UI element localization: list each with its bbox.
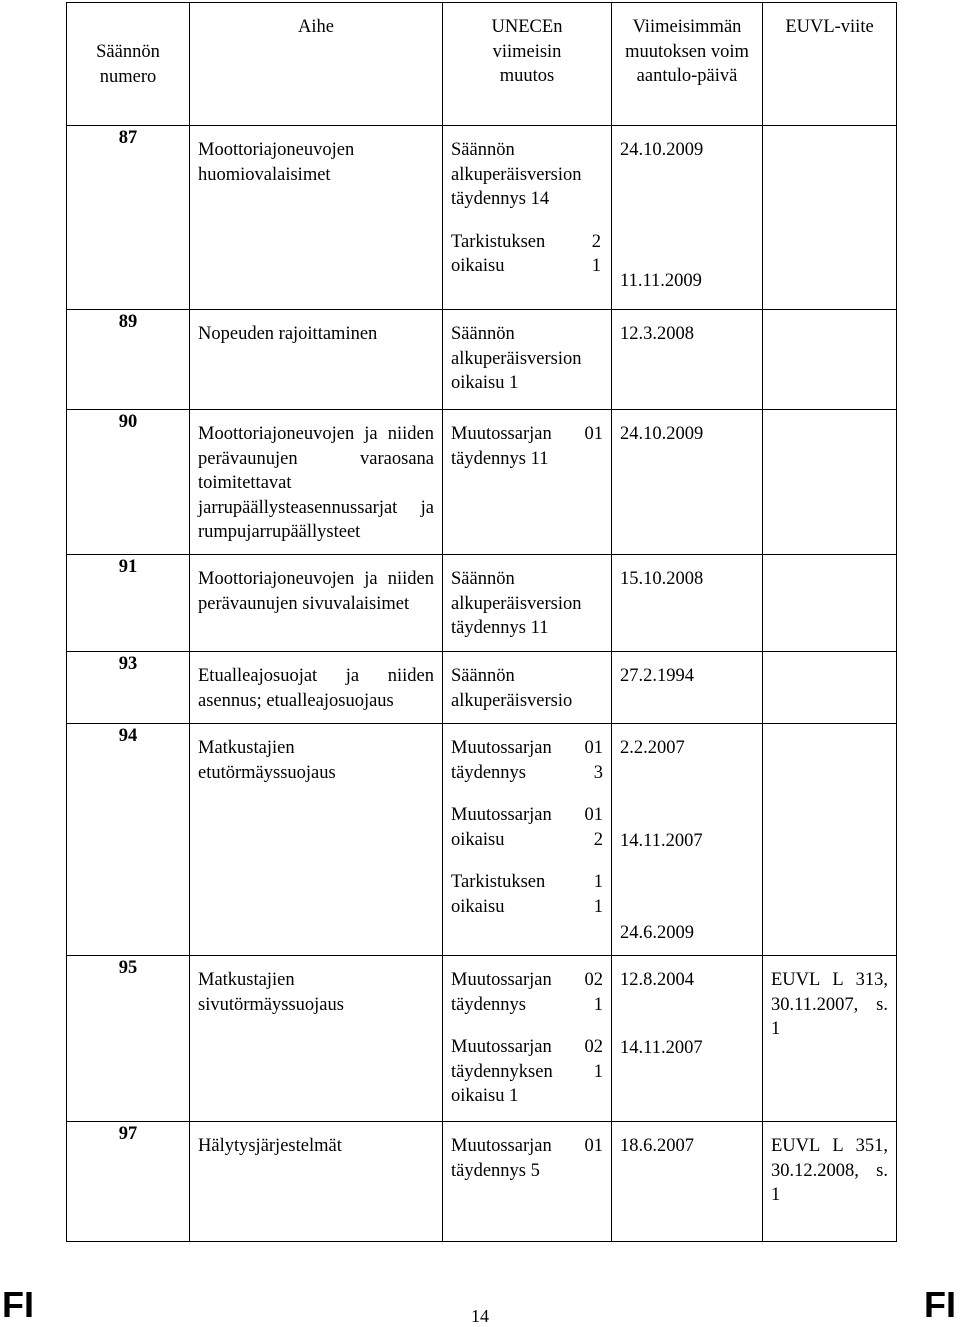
row-topic: Matkustajien etutörmäyssuojaus — [190, 724, 443, 956]
header-regulation-number: Säännön numero — [67, 3, 190, 126]
row-euvl — [763, 724, 897, 956]
table-row — [67, 956, 897, 1122]
row-topic: Moottoriajoneuvojen ja niiden perävaunujen sivuvalaisimet — [190, 555, 443, 652]
table-row — [67, 310, 897, 410]
row-change: Säännön alkuperäisversion oikaisu 1 — [443, 310, 612, 410]
row-change — [443, 126, 612, 310]
date-entry: 11.11.2009 — [620, 270, 702, 291]
date-entry: 24.10.2009 — [620, 140, 704, 160]
header-effective-date: Viimeisimmän muutoksen voimaantulo-päivä — [612, 3, 763, 126]
row-euvl — [763, 410, 897, 555]
footer-lang-right: FI — [924, 1284, 956, 1325]
row-topic: Moottoriajoneuvojen ja niiden perävaunujen varaosana toimitettavat jarrupäällysteasennussarjat ja rumpujarrupäällysteet — [190, 410, 443, 555]
date-entry: 14.11.2007 — [620, 1037, 703, 1058]
change-entry: Säännön alkuperäisversion täydennys 14 — [451, 140, 582, 209]
row-euvl: EUVL L 351, 30.12.2008, s. 1 — [763, 1122, 897, 1242]
table-header-row — [67, 3, 897, 126]
table-row — [67, 555, 897, 652]
row-number: 91 — [67, 555, 190, 652]
date-entry: 12.8.2004 — [620, 970, 694, 990]
row-date — [612, 126, 763, 310]
date-entry: 2.2.2007 — [620, 738, 685, 758]
row-topic: Hälytysjärjestelmät — [190, 1122, 443, 1242]
row-change: Muutossarjan 01 täydennys 5 — [443, 1122, 612, 1242]
row-number: 94 — [67, 724, 190, 956]
table-row — [67, 410, 897, 555]
row-date: 27.2.1994 — [612, 652, 763, 724]
row-date: 15.10.2008 — [612, 555, 763, 652]
row-change — [443, 956, 612, 1122]
row-number: 95 — [67, 956, 190, 1122]
change-entry: Muutossarjan 02 täydennys 1 — [451, 970, 603, 1015]
regulation-table — [66, 2, 897, 1242]
change-entry: Muutossarjan 02 täydennyksen 1 oikaisu 1 — [451, 1037, 603, 1106]
table-row — [67, 126, 897, 310]
row-change: Säännön alkuperäisversion täydennys 11 — [443, 555, 612, 652]
header-euvl-ref: EUVL-viite — [763, 3, 897, 126]
row-topic: Etualleajosuojat ja niiden asennus; etualleajosuojaus — [190, 652, 443, 724]
row-date: 18.6.2007 — [612, 1122, 763, 1242]
row-date: 12.3.2008 — [612, 310, 763, 410]
row-topic: Moottoriajoneuvojen huomiovalaisimet — [190, 126, 443, 310]
row-topic: Matkustajien sivutörmäyssuojaus — [190, 956, 443, 1122]
table-row — [67, 652, 897, 724]
row-date — [612, 956, 763, 1122]
row-date: 24.10.2009 — [612, 410, 763, 555]
row-number: 90 — [67, 410, 190, 555]
footer-lang-left: FI — [2, 1284, 34, 1325]
change-entry: Tarkistuksen 2 oikaisu 1 — [451, 231, 601, 276]
row-euvl — [763, 555, 897, 652]
row-change — [443, 724, 612, 956]
change-entry: Muutossarjan 01 täydennys 3 — [451, 738, 603, 783]
row-topic: Nopeuden rajoittaminen — [190, 310, 443, 410]
row-euvl — [763, 310, 897, 410]
row-euvl — [763, 126, 897, 310]
row-number: 87 — [67, 126, 190, 310]
row-change: Säännön alkuperäisversio — [443, 652, 612, 724]
row-euvl: EUVL L 313, 30.11.2007, s. 1 — [763, 956, 897, 1122]
row-change: Muutossarjan 01 täydennys 11 — [443, 410, 612, 555]
page-number: 14 — [471, 1306, 489, 1326]
row-number: 89 — [67, 310, 190, 410]
row-euvl — [763, 652, 897, 724]
row-number: 97 — [67, 1122, 190, 1242]
header-latest-change: UNECEn viimeisin muutos — [443, 3, 612, 126]
header-topic: Aihe — [190, 3, 443, 126]
change-entry: Muutossarjan 01 oikaisu 2 — [451, 805, 603, 850]
row-number: 93 — [67, 652, 190, 724]
table-row — [67, 724, 897, 956]
date-entry: 14.11.2007 — [620, 830, 703, 851]
table-row — [67, 1122, 897, 1242]
date-entry: 24.6.2009 — [620, 923, 694, 943]
row-date — [612, 724, 763, 956]
change-entry: Tarkistuksen 1 oikaisu 1 — [451, 872, 603, 917]
